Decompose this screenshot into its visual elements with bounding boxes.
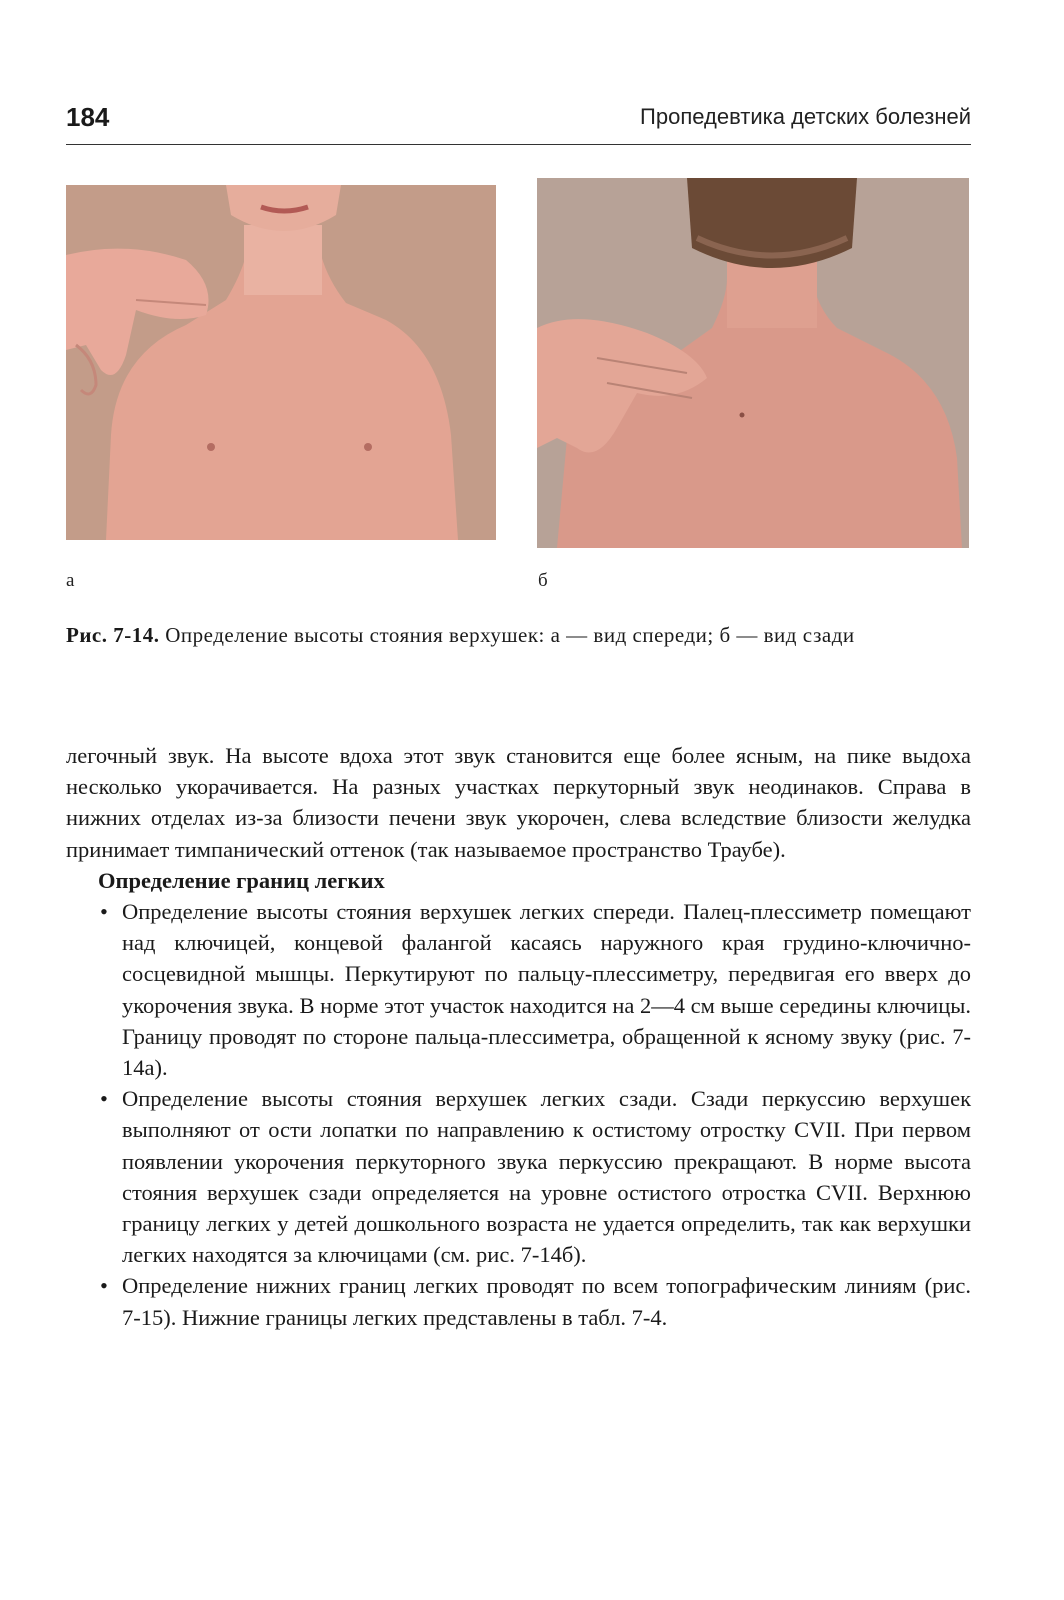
figure-photo-back-view [537, 178, 969, 548]
section-heading: Определение границ легких [98, 867, 385, 893]
list-item [66, 1270, 971, 1332]
bullet-list [66, 896, 971, 1333]
bullet-marker: • [100, 899, 108, 925]
list-item [66, 1083, 971, 1270]
body-text [66, 740, 971, 1333]
page-number: 184 [66, 102, 110, 132]
figure-label-b: б [538, 570, 548, 591]
bullet-marker: • [100, 1086, 108, 1112]
page-header [66, 100, 971, 145]
figure-caption-text: Определение высоты стояния верхушек: а — вид спереди; б — вид сзади [165, 623, 855, 647]
list-item-text: Определение высоты стояния верхушек легких сзади. Сзади перкуссию верхушек выполняют от ости лопатки по направлению к остистому отростку CVII. При первом появлении укорочения перкуторного звука перкуссию прекращают. В норме высота стояния верхушек сзади определяется на уровне остистого отростка CVII. Верхнюю границу легких у детей дошкольного возраста не удается определить, так как верхушки легких находятся за ключицами (см. рис. 7-14б). [122, 1086, 971, 1268]
list-item [66, 896, 971, 1083]
figure-label-a: а [66, 570, 75, 591]
list-item-text: Определение высоты стояния верхушек легких спереди. Палец-плессиметр помещают над ключицей, концевой фалангой касаясь наружного края грудино-ключично-сосцевидной мышцы. Перкутируют по пальцу-плессиметру, передвигая его вверх до укорочения звука. В норме этот участок находится на 2—4 см выше середины ключицы. Границу проводят по стороне пальца-плессиметра, обращенной к ясному звуку (рис. 7-14а). [122, 899, 971, 1081]
figure-photo-front-view [66, 185, 496, 540]
paragraph-intro: легочный звук. На высоте вдоха этот звук становится еще более ясным, на пике выдоха несколько укорачивается. На разных участках перкуторный звук неодинаков. Справа в нижних отделах из-за близости печени звук укорочен, слева вследствие близости желудка принимает тимпанический оттенок (так называемое пространство Траубе). [66, 743, 971, 862]
list-item-text: Определение нижних границ легких проводят по всем топографическим линиям (рис. 7-15). Нижние границы легких представлены в табл. 7-4. [122, 1273, 971, 1330]
figure-caption-label: Рис. 7-14. [66, 623, 160, 647]
figure-caption [66, 620, 971, 651]
running-title: Пропедевтика детских болезней [640, 104, 971, 129]
bullet-marker: • [100, 1273, 108, 1299]
